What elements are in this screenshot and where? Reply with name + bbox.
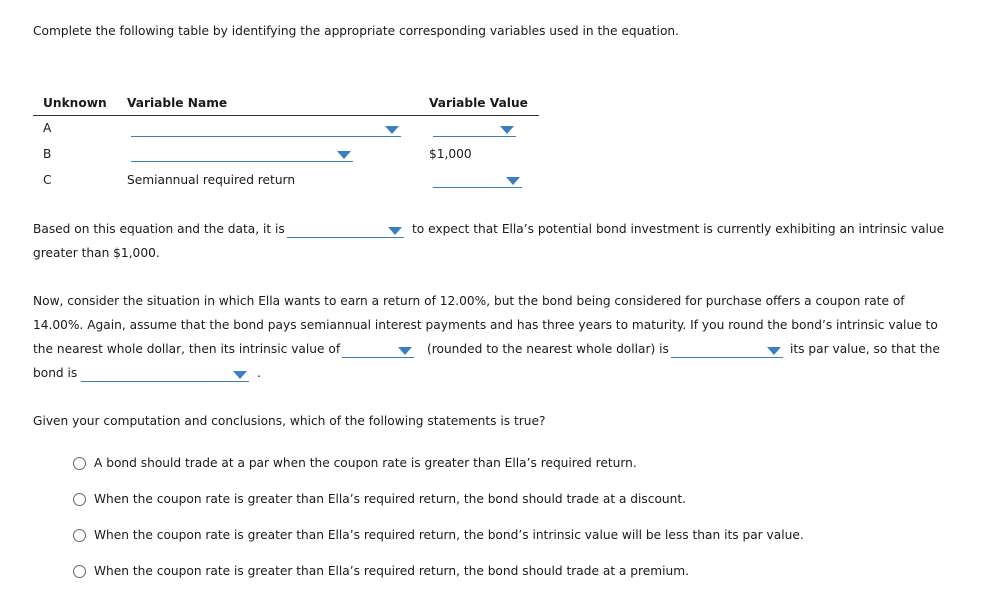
option-1-label[interactable]: A bond should trade at a par when the coupon rate is greater than Ella’s required return.: [94, 456, 637, 470]
chevron-down-icon: [388, 227, 402, 235]
row-b-variable-value: $1,000: [429, 147, 472, 161]
row-a-variable-name-dropdown[interactable]: [131, 122, 401, 137]
bond-trading-dropdown[interactable]: [81, 367, 249, 382]
chevron-down-icon: [500, 126, 514, 134]
paragraph2-line1: Now, consider the situation in which Ella wants to earn a return of 12.00%, but the bond being considered for purchase offers a coupon rate of: [33, 294, 905, 308]
instructions-text: Complete the following table by identifying the appropriate corresponding variables used in the equation.: [33, 24, 679, 38]
likelihood-dropdown[interactable]: [287, 223, 404, 238]
chevron-down-icon: [767, 347, 781, 355]
header-unknown: Unknown: [43, 96, 107, 110]
paragraph2-line4a: bond is: [33, 366, 78, 380]
intrinsic-value-dropdown[interactable]: [342, 343, 414, 358]
paragraph2-line3a: the nearest whole dollar, then its intrinsic value of: [33, 342, 341, 356]
chevron-down-icon: [385, 126, 399, 134]
paragraph2-line3c: its par value, so that the: [790, 342, 940, 356]
row-c-variable-value-dropdown[interactable]: [433, 173, 522, 188]
chevron-down-icon: [233, 371, 247, 379]
option-4-radio[interactable]: [73, 565, 86, 578]
option-3-radio[interactable]: [73, 529, 86, 542]
chevron-down-icon: [506, 177, 520, 185]
row-b-unknown: B: [43, 147, 52, 161]
row-b-variable-name-dropdown[interactable]: [131, 147, 353, 162]
paragraph1-after: to expect that Ella’s potential bond investment is currently exhibiting an intrinsic value: [412, 222, 945, 236]
question-text: Given your computation and conclusions, which of the following statements is true?: [33, 414, 546, 428]
chevron-down-icon: [398, 347, 412, 355]
chevron-down-icon: [337, 151, 351, 159]
option-4-label[interactable]: When the coupon rate is greater than Ella’s required return, the bond should trade at a premium.: [94, 564, 690, 578]
table-header-divider: [33, 115, 539, 116]
option-3-label[interactable]: When the coupon rate is greater than Ella’s required return, the bond’s intrinsic value will be less than its par value.: [94, 528, 804, 542]
row-a-variable-value-dropdown[interactable]: [433, 122, 516, 137]
row-c-unknown: C: [43, 173, 52, 187]
header-variable-value: Variable Value: [429, 96, 528, 110]
header-variable-name: Variable Name: [127, 96, 228, 110]
paragraph2-line2: 14.00%. Again, assume that the bond pays semiannual interest payments and has three years to maturity. If you round the bond’s intrinsic value to: [33, 318, 938, 332]
paragraph1-line2: greater than $1,000.: [33, 246, 160, 260]
option-2-radio[interactable]: [73, 493, 86, 506]
row-c-variable-name: Semiannual required return: [127, 173, 296, 187]
comparison-dropdown[interactable]: [671, 343, 783, 358]
paragraph2-line4b: .: [257, 366, 261, 380]
option-1-radio[interactable]: [73, 457, 86, 470]
paragraph2-line3b: (rounded to the nearest whole dollar) is: [427, 342, 669, 356]
paragraph1-before: Based on this equation and the data, it is: [33, 222, 285, 236]
row-a-unknown: A: [43, 121, 52, 135]
option-2-label[interactable]: When the coupon rate is greater than Ella’s required return, the bond should trade at a discount.: [94, 492, 687, 506]
